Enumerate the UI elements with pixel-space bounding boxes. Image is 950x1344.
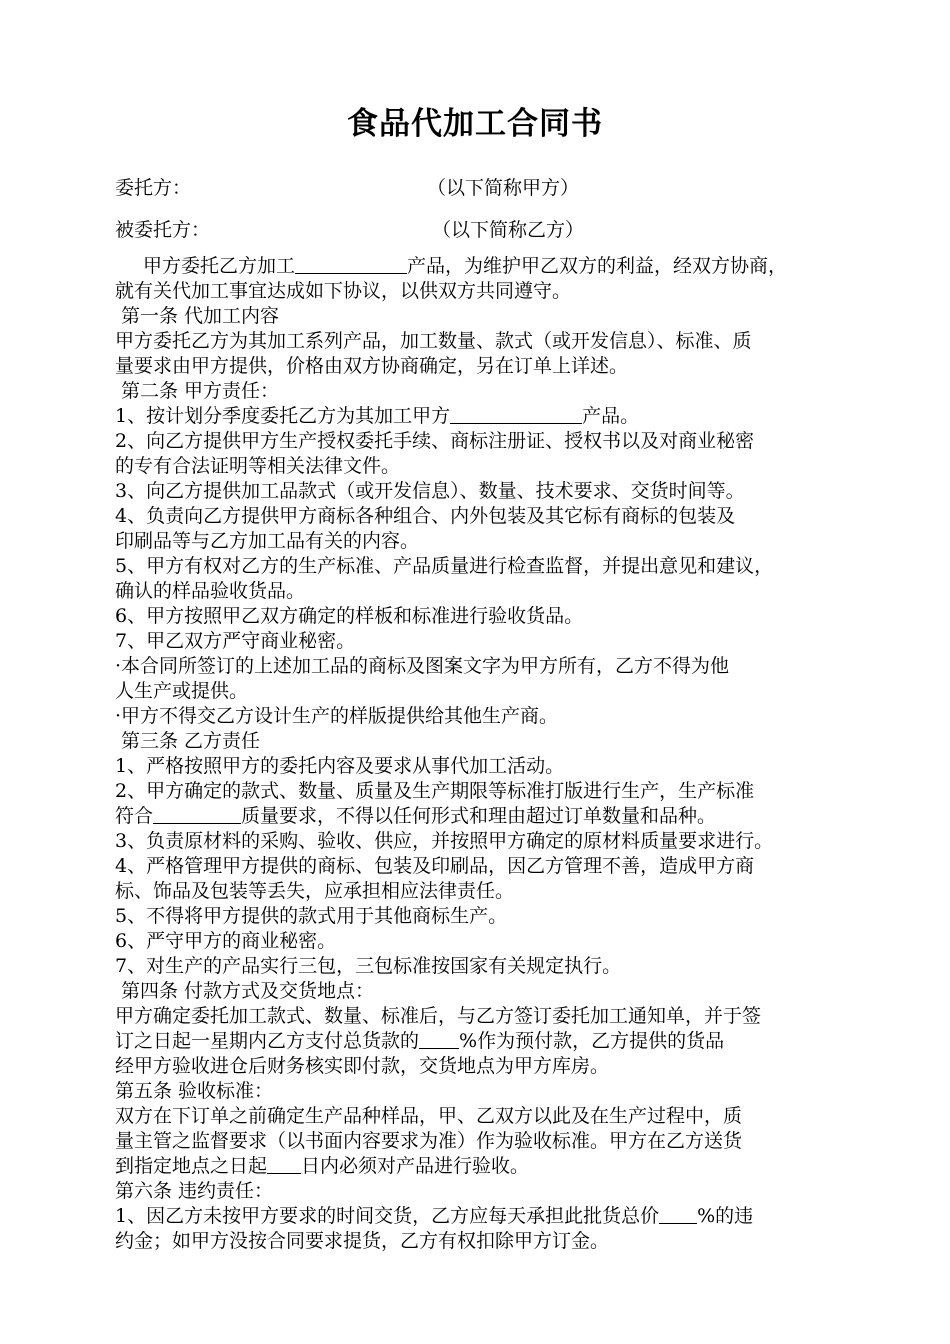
article-5-line: 量主管之监督要求（以书面内容要求为准）作为验收标准。甲方在乙方送货 (115, 1130, 743, 1152)
article-2-item-2: 2、向乙方提供甲方生产授权委托手续、商标注册证、授权书以及对商业秘密 (115, 430, 755, 452)
item-text: 1、因乙方未按甲方要求的时间交货，乙方应每天承担此批货总价 (115, 1205, 660, 1227)
party-a-suffix: （以下简称甲方） (427, 177, 580, 199)
prepayment-percent-blank (419, 1029, 459, 1049)
party-b-line (115, 212, 855, 248)
article-1-line: 量要求由甲方提供，价格由双方协商确定，另在订单上详述。 (115, 355, 629, 377)
item-text: 到指定地点之日起 (115, 1155, 268, 1177)
inspection-days-blank (267, 1154, 301, 1174)
article-5-heading: 第五条 验收标准： (115, 1080, 274, 1102)
article-2-item-1 (115, 404, 855, 429)
penalty-percent-blank (659, 1204, 697, 1224)
intro-line-2: 就有关代加工事宜达成如下协议，以供双方共同遵守。 (115, 280, 572, 302)
article-3-item-2-cont (115, 804, 855, 829)
article-2-item-7: 7、甲乙双方严守商业秘密。 (115, 630, 356, 652)
article-3-item-1: 1、严格按照甲方的委托内容及要求从事代加工活动。 (115, 755, 565, 777)
article-4-heading: 第四条 付款方式及交货地点： (121, 980, 375, 1002)
article-2-item-6: 6、甲方按照甲乙双方确定的样板和标准进行验收货品。 (115, 605, 584, 627)
quality-standard-blank (153, 804, 241, 824)
article-2-item-4: 4、负责向乙方提供甲方商标各种组合、内外包装及其它标有商标的包装及 (115, 505, 736, 527)
item-text: 日内必须对产品进行验收。 (301, 1155, 530, 1177)
article-3-item-4-cont: 标、饰品及包装等丢失，应承担相应法律责任。 (115, 880, 515, 902)
article-3-item-2: 2、甲方确定的款式、数量、质量及生产期限等标准打版进行生产，生产标准 (115, 780, 755, 802)
article-5-line (115, 1154, 855, 1179)
article-3-item-6: 6、严守甲方的商业秘密。 (115, 930, 337, 952)
party-b-suffix: （以下简称乙方） (432, 219, 585, 241)
article-2-item-2-cont: 的专有合法证明等相关法律文件。 (115, 455, 401, 477)
contract-body (115, 170, 855, 1254)
item-text: %的违 (697, 1205, 754, 1227)
article-4-line (115, 1029, 855, 1054)
article-2-heading: 第二条 甲方责任： (121, 380, 280, 402)
item-text: 产品。 (582, 405, 640, 427)
article-1-heading: 第一条 代加工内容 (121, 305, 280, 327)
article-4-line: 经甲方验收进仓后财务核实即付款，交货地点为甲方库房。 (115, 1055, 610, 1077)
article-3-item-3: 3、负责原材料的采购、验收、供应，并按照甲方确定的原材料质量要求进行。 (115, 830, 774, 852)
item-text: 1、按计划分季度委托乙方为其加工甲方 (115, 405, 451, 427)
document-title: 食品代加工合同书 (347, 106, 603, 142)
intro-text: 产品，为维护甲乙双方的利益，经双方协商， (407, 255, 788, 277)
article-2-bullet-1-cont: 人生产或提供。 (115, 680, 249, 702)
article-3-item-5: 5、不得将甲方提供的款式用于其他商标生产。 (115, 905, 508, 927)
item-text: 订之日起一星期内乙方支付总货款的 (115, 1030, 420, 1052)
article-2-bullet-2: ·甲方不得交乙方设计生产的样版提供给其他生产商。 (115, 705, 559, 727)
item-text: 符合 (115, 805, 154, 827)
article-4-line: 甲方确定委托加工款式、数量、标准后，与乙方签订委托加工通知单，并于签 (115, 1005, 762, 1027)
product-name-blank (295, 254, 407, 274)
article-3-item-4: 4、严格管理甲方提供的商标、包装及印刷品，因乙方管理不善，造成甲方商 (115, 855, 755, 877)
party-b-label: 被委托方： (115, 219, 211, 241)
article-2-item-5: 5、甲方有权对乙方的生产标准、产品质量进行检查监督，并提出意见和建议， (115, 555, 774, 577)
article-6-line (115, 1204, 855, 1229)
product-blank (450, 404, 582, 424)
article-5-line: 双方在下订单之前确定生产品种样品，甲、乙双方以此及在生产过程中，质 (115, 1105, 743, 1127)
item-text: %作为预付款，乙方提供的货品 (459, 1030, 725, 1052)
party-a-line (115, 170, 855, 206)
article-6-line: 约金；如甲方没按合同要求提货，乙方有权扣除甲方订金。 (115, 1230, 610, 1252)
intro-line-1 (115, 254, 855, 279)
article-1-line: 甲方委托乙方为其加工系列产品，加工数量、款式（或开发信息）、标准、质 (115, 330, 752, 352)
article-2-item-4-cont: 印刷品等与乙方加工品有关的内容。 (115, 530, 420, 552)
article-3-heading: 第三条 乙方责任 (121, 730, 261, 752)
article-2-bullet-1: ·本合同所签订的上述加工品的商标及图案文字为甲方所有，乙方不得为他 (115, 655, 730, 677)
article-6-heading: 第六条 违约责任： (115, 1180, 274, 1202)
intro-text: 甲方委托乙方加工 (143, 255, 296, 277)
article-2-item-5-cont: 确认的样品验收货品。 (115, 580, 306, 602)
item-text: 质量要求，不得以任何形式和理由超过订单数量和品种。 (241, 805, 717, 827)
article-3-item-7: 7、对生产的产品实行三包，三包标准按国家有关规定执行。 (115, 955, 622, 977)
party-a-label: 委托方： (115, 177, 192, 199)
article-2-item-3: 3、向乙方提供加工品款式（或开发信息）、数量、技术要求、交货时间等。 (115, 480, 745, 502)
